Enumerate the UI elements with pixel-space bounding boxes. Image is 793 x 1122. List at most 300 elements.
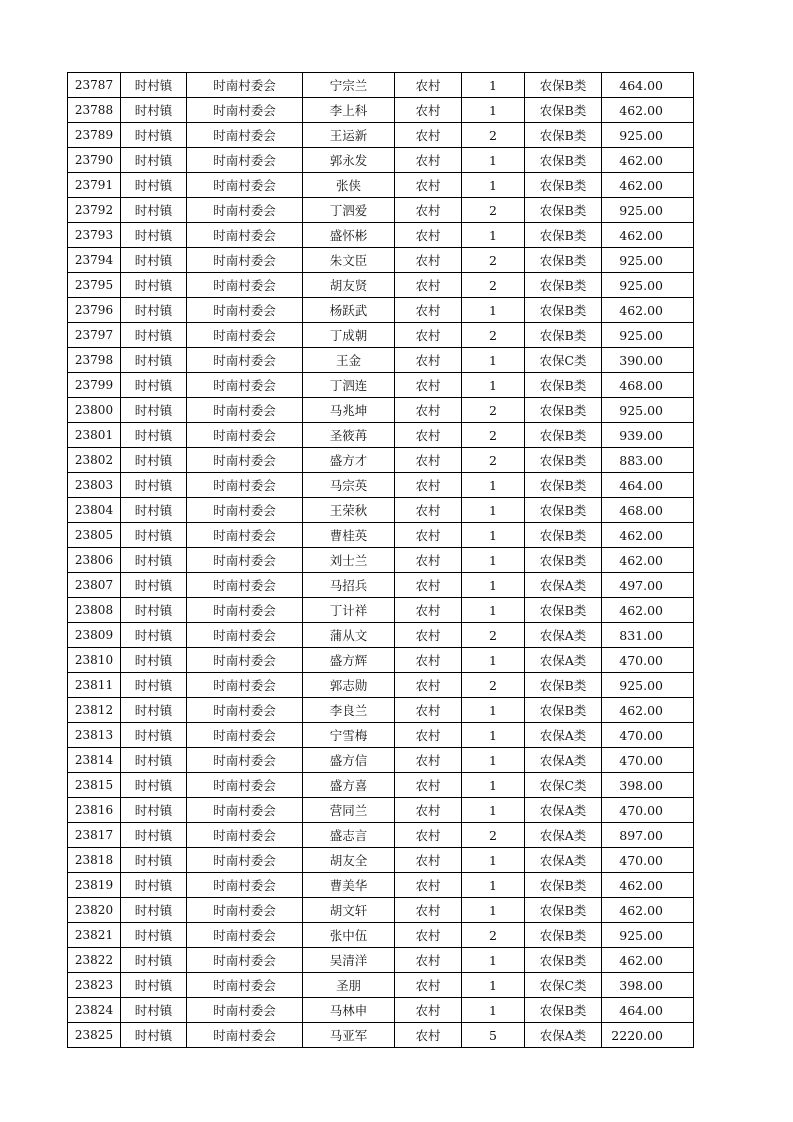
row-id-cell: 23792 xyxy=(68,198,121,223)
town-cell: 时村镇 xyxy=(121,348,187,373)
person-count-cell: 1 xyxy=(462,698,525,723)
insurance-category-cell: 农保B类 xyxy=(525,498,602,523)
table-row xyxy=(68,73,694,98)
row-id-cell: 23800 xyxy=(68,398,121,423)
household-type-cell: 农村 xyxy=(395,573,462,598)
table-row xyxy=(68,673,694,698)
village-committee-cell: 时南村委会 xyxy=(187,323,303,348)
person-name-cell: 朱文臣 xyxy=(303,248,395,273)
town-cell: 时村镇 xyxy=(121,123,187,148)
person-count-cell: 1 xyxy=(462,473,525,498)
town-cell: 时村镇 xyxy=(121,173,187,198)
household-type-cell: 农村 xyxy=(395,998,462,1023)
person-count-cell: 1 xyxy=(462,548,525,573)
row-id-cell: 23825 xyxy=(68,1023,121,1048)
amount-cell: 462.00 xyxy=(602,148,694,173)
household-type-cell: 农村 xyxy=(395,648,462,673)
insurance-category-cell: 农保B类 xyxy=(525,198,602,223)
row-id-cell: 23818 xyxy=(68,848,121,873)
table-row xyxy=(68,773,694,798)
person-count-cell: 1 xyxy=(462,573,525,598)
person-count-cell: 1 xyxy=(462,523,525,548)
person-count-cell: 1 xyxy=(462,348,525,373)
amount-cell: 925.00 xyxy=(602,323,694,348)
village-committee-cell: 时南村委会 xyxy=(187,148,303,173)
amount-cell: 462.00 xyxy=(602,223,694,248)
person-name-cell: 宁宗兰 xyxy=(303,73,395,98)
town-cell: 时村镇 xyxy=(121,1023,187,1048)
household-type-cell: 农村 xyxy=(395,923,462,948)
table-row xyxy=(68,373,694,398)
household-type-cell: 农村 xyxy=(395,723,462,748)
village-committee-cell: 时南村委会 xyxy=(187,573,303,598)
insurance-category-cell: 农保A类 xyxy=(525,723,602,748)
table-row xyxy=(68,398,694,423)
amount-cell: 470.00 xyxy=(602,723,694,748)
amount-cell: 468.00 xyxy=(602,373,694,398)
amount-cell: 462.00 xyxy=(602,948,694,973)
town-cell: 时村镇 xyxy=(121,923,187,948)
town-cell: 时村镇 xyxy=(121,898,187,923)
household-type-cell: 农村 xyxy=(395,348,462,373)
household-type-cell: 农村 xyxy=(395,623,462,648)
table-row xyxy=(68,548,694,573)
insurance-category-cell: 农保B类 xyxy=(525,173,602,198)
village-committee-cell: 时南村委会 xyxy=(187,873,303,898)
person-name-cell: 吴清洋 xyxy=(303,948,395,973)
row-id-cell: 23822 xyxy=(68,948,121,973)
village-committee-cell: 时南村委会 xyxy=(187,823,303,848)
village-committee-cell: 时南村委会 xyxy=(187,673,303,698)
table-row xyxy=(68,723,694,748)
person-count-cell: 2 xyxy=(462,398,525,423)
row-id-cell: 23816 xyxy=(68,798,121,823)
amount-cell: 925.00 xyxy=(602,273,694,298)
row-id-cell: 23815 xyxy=(68,773,121,798)
person-count-cell: 2 xyxy=(462,198,525,223)
person-name-cell: 王金 xyxy=(303,348,395,373)
village-committee-cell: 时南村委会 xyxy=(187,648,303,673)
town-cell: 时村镇 xyxy=(121,223,187,248)
town-cell: 时村镇 xyxy=(121,398,187,423)
row-id-cell: 23791 xyxy=(68,173,121,198)
household-type-cell: 农村 xyxy=(395,873,462,898)
town-cell: 时村镇 xyxy=(121,423,187,448)
household-type-cell: 农村 xyxy=(395,1023,462,1048)
household-type-cell: 农村 xyxy=(395,448,462,473)
row-id-cell: 23820 xyxy=(68,898,121,923)
table-row xyxy=(68,448,694,473)
insurance-category-cell: 农保B类 xyxy=(525,473,602,498)
insurance-category-cell: 农保B类 xyxy=(525,698,602,723)
table-row xyxy=(68,573,694,598)
amount-cell: 470.00 xyxy=(602,848,694,873)
person-name-cell: 胡友贤 xyxy=(303,273,395,298)
person-count-cell: 1 xyxy=(462,723,525,748)
row-id-cell: 23795 xyxy=(68,273,121,298)
person-name-cell: 张侠 xyxy=(303,173,395,198)
table-row xyxy=(68,298,694,323)
town-cell: 时村镇 xyxy=(121,373,187,398)
insurance-category-cell: 农保A类 xyxy=(525,623,602,648)
town-cell: 时村镇 xyxy=(121,248,187,273)
village-committee-cell: 时南村委会 xyxy=(187,498,303,523)
row-id-cell: 23801 xyxy=(68,423,121,448)
town-cell: 时村镇 xyxy=(121,548,187,573)
table-row xyxy=(68,1023,694,1048)
person-name-cell: 胡友全 xyxy=(303,848,395,873)
table-row xyxy=(68,823,694,848)
household-type-cell: 农村 xyxy=(395,598,462,623)
household-type-cell: 农村 xyxy=(395,523,462,548)
person-count-cell: 1 xyxy=(462,998,525,1023)
person-count-cell: 2 xyxy=(462,673,525,698)
household-type-cell: 农村 xyxy=(395,373,462,398)
amount-cell: 464.00 xyxy=(602,73,694,98)
person-name-cell: 盛方辉 xyxy=(303,648,395,673)
row-id-cell: 23794 xyxy=(68,248,121,273)
village-committee-cell: 时南村委会 xyxy=(187,73,303,98)
amount-cell: 398.00 xyxy=(602,973,694,998)
amount-cell: 497.00 xyxy=(602,573,694,598)
insurance-category-cell: 农保B类 xyxy=(525,998,602,1023)
amount-cell: 925.00 xyxy=(602,248,694,273)
amount-cell: 464.00 xyxy=(602,473,694,498)
person-name-cell: 丁泗连 xyxy=(303,373,395,398)
insurance-category-cell: 农保B类 xyxy=(525,273,602,298)
household-type-cell: 农村 xyxy=(395,98,462,123)
household-type-cell: 农村 xyxy=(395,773,462,798)
person-count-cell: 5 xyxy=(462,1023,525,1048)
insurance-category-cell: 农保B类 xyxy=(525,448,602,473)
amount-cell: 897.00 xyxy=(602,823,694,848)
village-committee-cell: 时南村委会 xyxy=(187,748,303,773)
person-name-cell: 张中伍 xyxy=(303,923,395,948)
row-id-cell: 23797 xyxy=(68,323,121,348)
person-name-cell: 马招兵 xyxy=(303,573,395,598)
insurance-category-cell: 农保B类 xyxy=(525,98,602,123)
person-count-cell: 1 xyxy=(462,973,525,998)
household-type-cell: 农村 xyxy=(395,73,462,98)
household-type-cell: 农村 xyxy=(395,548,462,573)
row-id-cell: 23817 xyxy=(68,823,121,848)
amount-cell: 398.00 xyxy=(602,773,694,798)
table-row xyxy=(68,848,694,873)
village-committee-cell: 时南村委会 xyxy=(187,98,303,123)
table-row xyxy=(68,623,694,648)
insurance-category-cell: 农保B类 xyxy=(525,898,602,923)
table-row xyxy=(68,598,694,623)
person-count-cell: 2 xyxy=(462,123,525,148)
insurance-category-cell: 农保B类 xyxy=(525,948,602,973)
person-count-cell: 1 xyxy=(462,148,525,173)
town-cell: 时村镇 xyxy=(121,648,187,673)
insurance-category-cell: 农保A类 xyxy=(525,648,602,673)
household-type-cell: 农村 xyxy=(395,273,462,298)
amount-cell: 390.00 xyxy=(602,348,694,373)
person-name-cell: 胡文轩 xyxy=(303,898,395,923)
village-committee-cell: 时南村委会 xyxy=(187,298,303,323)
person-count-cell: 1 xyxy=(462,173,525,198)
village-committee-cell: 时南村委会 xyxy=(187,223,303,248)
amount-cell: 925.00 xyxy=(602,198,694,223)
town-cell: 时村镇 xyxy=(121,773,187,798)
amount-cell: 462.00 xyxy=(602,698,694,723)
village-committee-cell: 时南村委会 xyxy=(187,423,303,448)
household-type-cell: 农村 xyxy=(395,698,462,723)
person-count-cell: 1 xyxy=(462,798,525,823)
village-committee-cell: 时南村委会 xyxy=(187,598,303,623)
person-name-cell: 盛志言 xyxy=(303,823,395,848)
row-id-cell: 23802 xyxy=(68,448,121,473)
table-row xyxy=(68,248,694,273)
row-id-cell: 23807 xyxy=(68,573,121,598)
town-cell: 时村镇 xyxy=(121,273,187,298)
person-count-cell: 1 xyxy=(462,873,525,898)
row-id-cell: 23796 xyxy=(68,298,121,323)
town-cell: 时村镇 xyxy=(121,798,187,823)
row-id-cell: 23804 xyxy=(68,498,121,523)
table-row xyxy=(68,973,694,998)
table-row xyxy=(68,648,694,673)
town-cell: 时村镇 xyxy=(121,448,187,473)
amount-cell: 470.00 xyxy=(602,648,694,673)
person-name-cell: 郭永发 xyxy=(303,148,395,173)
person-name-cell: 圣筱苒 xyxy=(303,423,395,448)
table-row xyxy=(68,123,694,148)
amount-cell: 462.00 xyxy=(602,548,694,573)
amount-cell: 462.00 xyxy=(602,598,694,623)
household-type-cell: 农村 xyxy=(395,473,462,498)
person-count-cell: 1 xyxy=(462,98,525,123)
data-table xyxy=(67,72,694,1048)
person-count-cell: 1 xyxy=(462,748,525,773)
person-count-cell: 1 xyxy=(462,498,525,523)
insurance-category-cell: 农保B类 xyxy=(525,873,602,898)
person-name-cell: 丁计祥 xyxy=(303,598,395,623)
town-cell: 时村镇 xyxy=(121,673,187,698)
row-id-cell: 23824 xyxy=(68,998,121,1023)
person-name-cell: 盛方喜 xyxy=(303,773,395,798)
household-type-cell: 农村 xyxy=(395,148,462,173)
row-id-cell: 23823 xyxy=(68,973,121,998)
village-committee-cell: 时南村委会 xyxy=(187,773,303,798)
person-name-cell: 营同兰 xyxy=(303,798,395,823)
row-id-cell: 23788 xyxy=(68,98,121,123)
person-count-cell: 1 xyxy=(462,73,525,98)
town-cell: 时村镇 xyxy=(121,723,187,748)
person-name-cell: 王运新 xyxy=(303,123,395,148)
insurance-category-cell: 农保A类 xyxy=(525,1023,602,1048)
table-row xyxy=(68,498,694,523)
amount-cell: 462.00 xyxy=(602,523,694,548)
table-row xyxy=(68,698,694,723)
town-cell: 时村镇 xyxy=(121,873,187,898)
person-count-cell: 1 xyxy=(462,948,525,973)
table-row xyxy=(68,348,694,373)
town-cell: 时村镇 xyxy=(121,73,187,98)
town-cell: 时村镇 xyxy=(121,573,187,598)
person-name-cell: 丁泗爱 xyxy=(303,198,395,223)
village-committee-cell: 时南村委会 xyxy=(187,248,303,273)
village-committee-cell: 时南村委会 xyxy=(187,548,303,573)
amount-cell: 468.00 xyxy=(602,498,694,523)
insurance-category-cell: 农保B类 xyxy=(525,248,602,273)
row-id-cell: 23803 xyxy=(68,473,121,498)
table-row xyxy=(68,523,694,548)
amount-cell: 462.00 xyxy=(602,298,694,323)
village-committee-cell: 时南村委会 xyxy=(187,798,303,823)
row-id-cell: 23805 xyxy=(68,523,121,548)
table-row xyxy=(68,173,694,198)
person-name-cell: 杨跃武 xyxy=(303,298,395,323)
village-committee-cell: 时南村委会 xyxy=(187,448,303,473)
household-type-cell: 农村 xyxy=(395,223,462,248)
household-type-cell: 农村 xyxy=(395,423,462,448)
town-cell: 时村镇 xyxy=(121,298,187,323)
row-id-cell: 23811 xyxy=(68,673,121,698)
table-row xyxy=(68,223,694,248)
person-count-cell: 2 xyxy=(462,623,525,648)
insurance-category-cell: 农保C类 xyxy=(525,773,602,798)
insurance-category-cell: 农保B类 xyxy=(525,398,602,423)
household-type-cell: 农村 xyxy=(395,973,462,998)
village-committee-cell: 时南村委会 xyxy=(187,173,303,198)
amount-cell: 462.00 xyxy=(602,98,694,123)
insurance-category-cell: 农保B类 xyxy=(525,923,602,948)
row-id-cell: 23812 xyxy=(68,698,121,723)
town-cell: 时村镇 xyxy=(121,323,187,348)
insurance-category-cell: 农保B类 xyxy=(525,523,602,548)
table-row xyxy=(68,98,694,123)
amount-cell: 925.00 xyxy=(602,673,694,698)
person-count-cell: 1 xyxy=(462,598,525,623)
person-name-cell: 蒲从文 xyxy=(303,623,395,648)
table-row xyxy=(68,198,694,223)
insurance-category-cell: 农保B类 xyxy=(525,423,602,448)
row-id-cell: 23790 xyxy=(68,148,121,173)
person-count-cell: 1 xyxy=(462,898,525,923)
amount-cell: 2220.00 xyxy=(602,1023,694,1048)
insurance-category-cell: 农保B类 xyxy=(525,223,602,248)
household-type-cell: 农村 xyxy=(395,398,462,423)
village-committee-cell: 时南村委会 xyxy=(187,198,303,223)
village-committee-cell: 时南村委会 xyxy=(187,848,303,873)
household-type-cell: 农村 xyxy=(395,498,462,523)
table-body xyxy=(68,73,694,1048)
town-cell: 时村镇 xyxy=(121,823,187,848)
amount-cell: 925.00 xyxy=(602,923,694,948)
amount-cell: 925.00 xyxy=(602,398,694,423)
household-type-cell: 农村 xyxy=(395,198,462,223)
row-id-cell: 23819 xyxy=(68,873,121,898)
village-committee-cell: 时南村委会 xyxy=(187,348,303,373)
amount-cell: 462.00 xyxy=(602,173,694,198)
amount-cell: 470.00 xyxy=(602,748,694,773)
household-type-cell: 农村 xyxy=(395,298,462,323)
row-id-cell: 23813 xyxy=(68,723,121,748)
table-row xyxy=(68,898,694,923)
insurance-category-cell: 农保B类 xyxy=(525,673,602,698)
household-type-cell: 农村 xyxy=(395,673,462,698)
amount-cell: 925.00 xyxy=(602,123,694,148)
insurance-category-cell: 农保B类 xyxy=(525,123,602,148)
insurance-category-cell: 农保B类 xyxy=(525,73,602,98)
amount-cell: 462.00 xyxy=(602,898,694,923)
household-type-cell: 农村 xyxy=(395,173,462,198)
table-row xyxy=(68,998,694,1023)
insurance-category-cell: 农保B类 xyxy=(525,373,602,398)
insurance-category-cell: 农保A类 xyxy=(525,798,602,823)
person-name-cell: 曹桂英 xyxy=(303,523,395,548)
village-committee-cell: 时南村委会 xyxy=(187,398,303,423)
household-type-cell: 农村 xyxy=(395,948,462,973)
insurance-category-cell: 农保A类 xyxy=(525,848,602,873)
person-count-cell: 2 xyxy=(462,923,525,948)
person-name-cell: 马亚军 xyxy=(303,1023,395,1048)
household-type-cell: 农村 xyxy=(395,798,462,823)
person-name-cell: 郭志勋 xyxy=(303,673,395,698)
household-type-cell: 农村 xyxy=(395,323,462,348)
person-count-cell: 2 xyxy=(462,273,525,298)
row-id-cell: 23814 xyxy=(68,748,121,773)
person-count-cell: 2 xyxy=(462,448,525,473)
table-row xyxy=(68,323,694,348)
household-type-cell: 农村 xyxy=(395,248,462,273)
insurance-category-cell: 农保A类 xyxy=(525,823,602,848)
town-cell: 时村镇 xyxy=(121,748,187,773)
row-id-cell: 23799 xyxy=(68,373,121,398)
insurance-category-cell: 农保A类 xyxy=(525,748,602,773)
row-id-cell: 23806 xyxy=(68,548,121,573)
table-row xyxy=(68,873,694,898)
table-row xyxy=(68,798,694,823)
person-name-cell: 宁雪梅 xyxy=(303,723,395,748)
household-type-cell: 农村 xyxy=(395,123,462,148)
table-row xyxy=(68,148,694,173)
insurance-category-cell: 农保C类 xyxy=(525,348,602,373)
person-count-cell: 1 xyxy=(462,773,525,798)
row-id-cell: 23787 xyxy=(68,73,121,98)
insurance-category-cell: 农保B类 xyxy=(525,548,602,573)
town-cell: 时村镇 xyxy=(121,498,187,523)
person-count-cell: 2 xyxy=(462,323,525,348)
person-name-cell: 王荣秋 xyxy=(303,498,395,523)
person-name-cell: 李上科 xyxy=(303,98,395,123)
town-cell: 时村镇 xyxy=(121,698,187,723)
person-name-cell: 丁成朝 xyxy=(303,323,395,348)
person-name-cell: 盛方才 xyxy=(303,448,395,473)
table-row xyxy=(68,748,694,773)
person-name-cell: 圣朋 xyxy=(303,973,395,998)
village-committee-cell: 时南村委会 xyxy=(187,973,303,998)
village-committee-cell: 时南村委会 xyxy=(187,698,303,723)
household-type-cell: 农村 xyxy=(395,898,462,923)
table-row xyxy=(68,948,694,973)
person-name-cell: 马宗英 xyxy=(303,473,395,498)
town-cell: 时村镇 xyxy=(121,148,187,173)
person-name-cell: 盛怀彬 xyxy=(303,223,395,248)
row-id-cell: 23809 xyxy=(68,623,121,648)
amount-cell: 464.00 xyxy=(602,998,694,1023)
person-name-cell: 李良兰 xyxy=(303,698,395,723)
insurance-category-cell: 农保A类 xyxy=(525,573,602,598)
person-count-cell: 1 xyxy=(462,223,525,248)
amount-cell: 462.00 xyxy=(602,873,694,898)
row-id-cell: 23798 xyxy=(68,348,121,373)
village-committee-cell: 时南村委会 xyxy=(187,1023,303,1048)
row-id-cell: 23789 xyxy=(68,123,121,148)
